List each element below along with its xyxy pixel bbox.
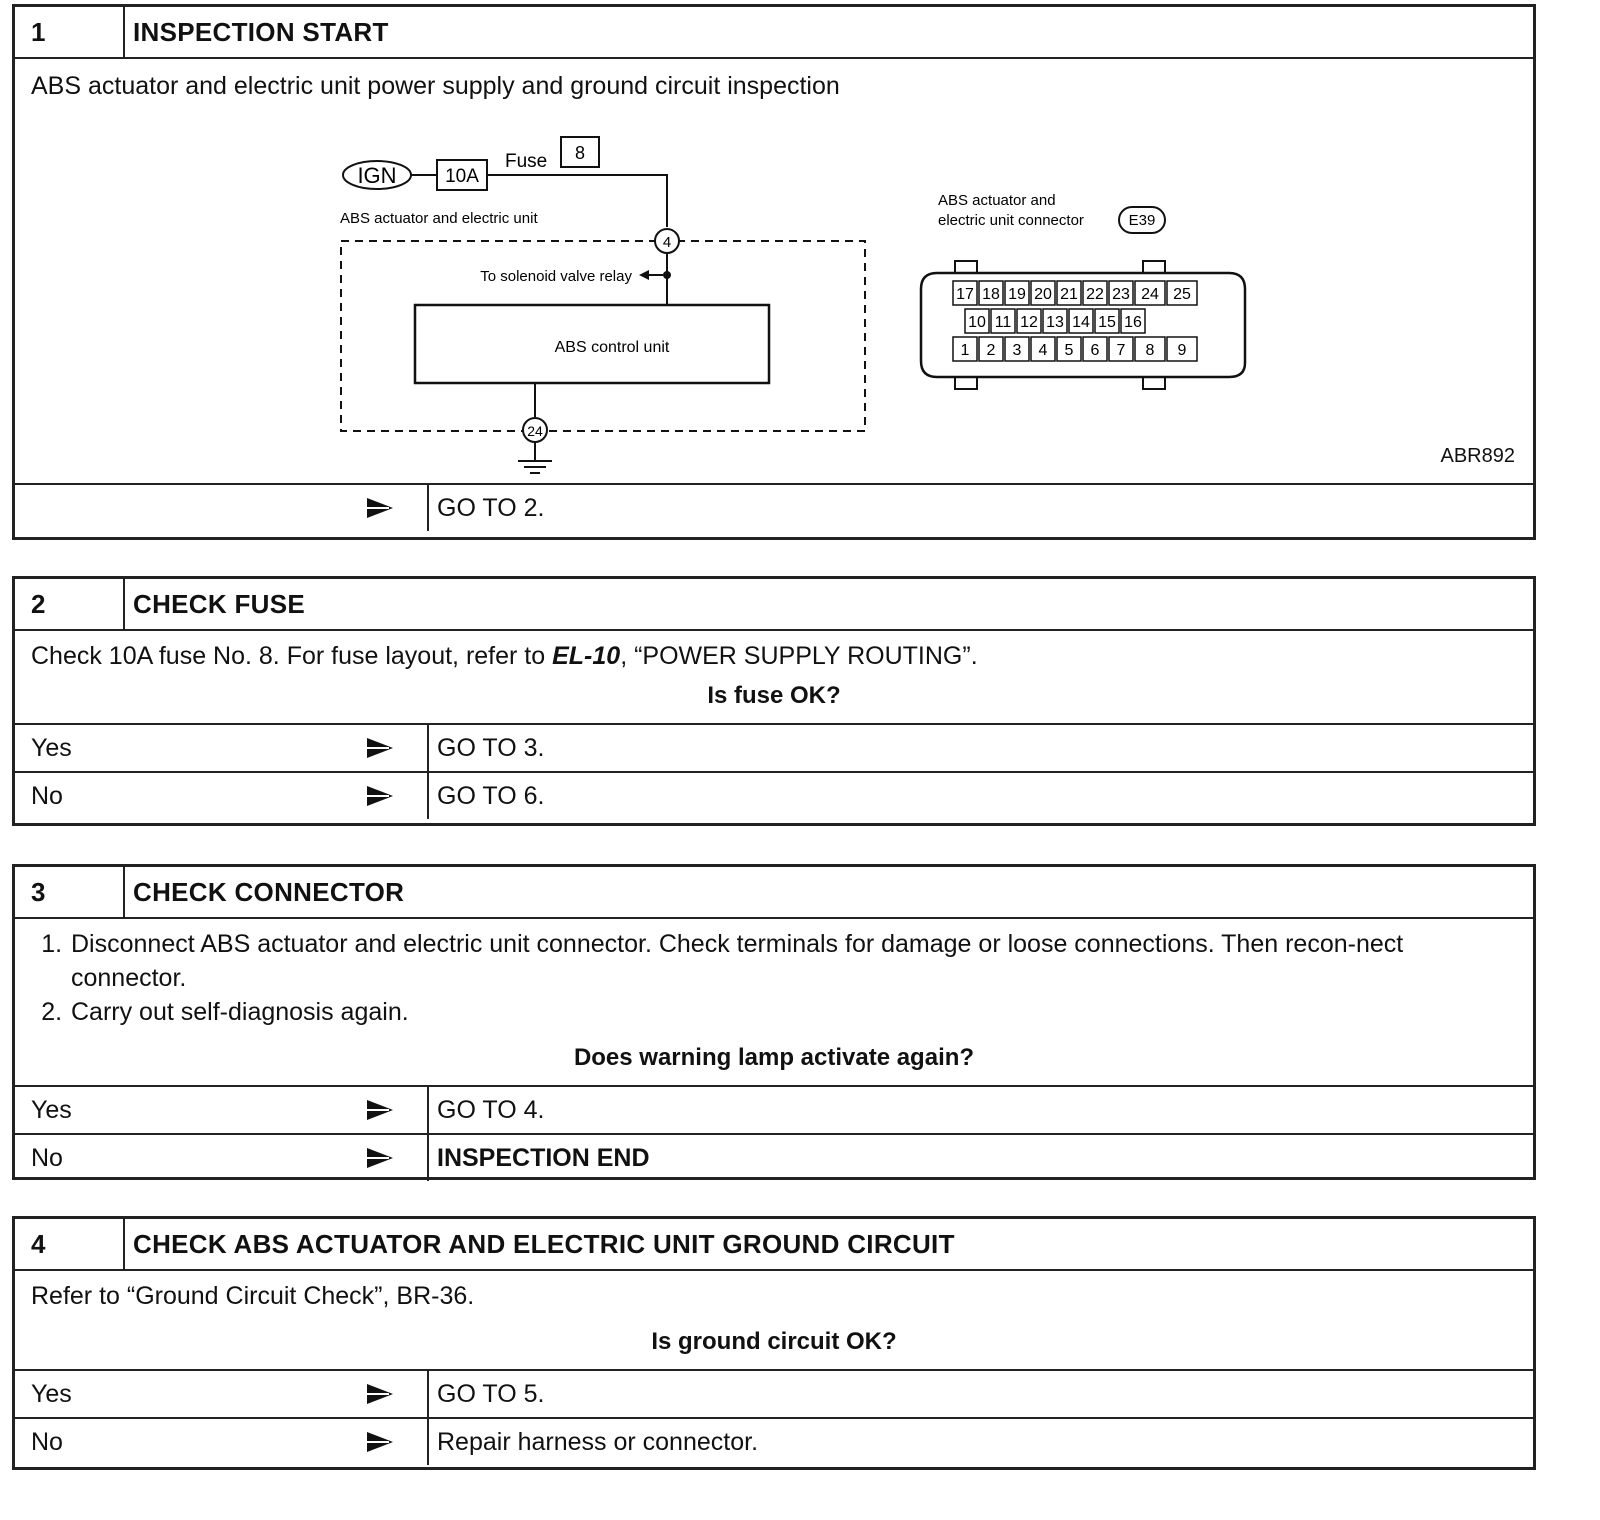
answer-cell: [15, 725, 429, 771]
step-question: Is ground circuit OK?: [651, 1328, 897, 1355]
connector-label-line2: electric unit connector: [938, 212, 1084, 229]
answer-cell: [15, 1371, 429, 1417]
step-text-suffix: , “POWER SUPPLY ROUTING”.: [620, 642, 978, 670]
step-4: [12, 1216, 1536, 1470]
step-number: 3: [15, 867, 125, 917]
connector-pin-label: 14: [1072, 314, 1090, 331]
connector-pin-label: 12: [1020, 314, 1038, 331]
step-number: 2: [15, 579, 125, 629]
arrow-icon: [365, 1146, 395, 1170]
connector-pin-label: 21: [1060, 286, 1078, 303]
terminal-4-label: 4: [662, 234, 672, 251]
step-2: [12, 576, 1536, 826]
connector-pin-label: 7: [1116, 342, 1126, 359]
arrow-icon: [365, 496, 395, 520]
connector-pin-label: 15: [1098, 314, 1116, 331]
step-text: ABS actuator and electric unit power supply and ground circuit inspection: [31, 72, 840, 100]
result-text: Repair harness or connector.: [437, 1428, 759, 1456]
connector-pin-label: 17: [956, 286, 974, 303]
step-text: Refer to “Ground Circuit Check”, BR-36.: [31, 1282, 475, 1310]
connector-tab-bottom-left: [955, 377, 977, 389]
reference-link[interactable]: EL-10: [552, 642, 621, 670]
connector-pin-label: 4: [1038, 342, 1048, 359]
step-text: [31, 639, 1517, 673]
result-row: [15, 723, 1533, 771]
result-text: GO TO 6.: [437, 782, 545, 810]
result-text: GO TO 5.: [437, 1380, 545, 1408]
connector-pin-label: 1: [960, 342, 970, 359]
result-row: [15, 771, 1533, 819]
answer-cell: [15, 1135, 429, 1181]
answer-cell: [15, 773, 429, 819]
step-header: [15, 7, 1533, 59]
step-body: [15, 919, 1533, 1085]
answer-cell: [15, 485, 429, 531]
connector-pin-label: 10: [968, 314, 986, 331]
relay-arrow: [639, 270, 649, 280]
result-row: [15, 483, 1533, 531]
result-row: [15, 1369, 1533, 1417]
relay-label: To solenoid valve relay: [480, 268, 632, 285]
step-question: Does warning lamp activate again?: [573, 1044, 975, 1071]
arrow-icon: [365, 1430, 395, 1454]
connector-pin-label: 8: [1145, 342, 1155, 359]
connector-pin-label: 9: [1177, 342, 1187, 359]
answer-label: Yes: [31, 734, 72, 762]
answer-label: No: [31, 782, 63, 810]
circuit-diagram: [15, 59, 1533, 489]
result-row: [15, 1085, 1533, 1133]
step-title: INSPECTION START: [133, 17, 389, 47]
instruction-item: 1. Disconnect ABS actuator and electric unit connector. Check terminals for damage or loose connections. Then recon-nect connector.: [69, 927, 1517, 995]
result-text: GO TO 3.: [437, 734, 545, 762]
connector-pin-label: 18: [982, 286, 1000, 303]
ign-label: IGN: [357, 163, 397, 188]
connector-pin-label: 5: [1064, 342, 1074, 359]
terminal-24-label: 24: [527, 423, 543, 439]
connector-pin-label: 22: [1086, 286, 1104, 303]
step-body: [15, 1271, 1533, 1369]
step-title: CHECK CONNECTOR: [133, 877, 405, 907]
instruction-list: [31, 927, 1517, 1029]
connector-id-label: E39: [1128, 212, 1156, 229]
step-body: [15, 631, 1533, 723]
connector-pin-label: 6: [1090, 342, 1100, 359]
result-text: INSPECTION END: [437, 1144, 650, 1172]
step-text-prefix: Check 10A fuse No. 8. For fuse layout, refer to: [31, 642, 553, 670]
connector-tab-top-left: [955, 261, 977, 273]
connector-pin-label: 11: [994, 314, 1012, 331]
answer-label: No: [31, 1144, 63, 1172]
result-text: GO TO 4.: [437, 1096, 545, 1124]
connector-pin-label: 20: [1034, 286, 1052, 303]
connector-pin-label: 3: [1012, 342, 1022, 359]
connector-pin-label: 2: [986, 342, 996, 359]
connector-pin-label: 13: [1046, 314, 1064, 331]
result-text: GO TO 2.: [437, 494, 545, 522]
connector-pin-label: 19: [1008, 286, 1026, 303]
fuse-number-label: 8: [574, 143, 586, 163]
arrow-icon: [365, 1382, 395, 1406]
control-unit-label: ABS control unit: [554, 339, 670, 356]
step-1: [12, 4, 1536, 540]
answer-label: Yes: [31, 1096, 72, 1124]
connector-pin-label: 25: [1173, 286, 1191, 303]
step-body: [15, 59, 1533, 483]
step-3: [12, 864, 1536, 1180]
result-row: [15, 1133, 1533, 1181]
arrow-icon: [365, 784, 395, 808]
unit-label: ABS actuator and electric unit: [340, 210, 538, 227]
junction-dot: [663, 271, 671, 279]
step-header: [15, 867, 1533, 919]
connector-tab-bottom-right: [1143, 377, 1165, 389]
answer-label: No: [31, 1428, 63, 1456]
arrow-icon: [365, 1098, 395, 1122]
step-header: [15, 1219, 1533, 1271]
fuse-amp-label: 10A: [445, 166, 479, 187]
connector-pin-label: 24: [1141, 286, 1159, 303]
answer-label: Yes: [31, 1380, 72, 1408]
connector-tab-top-right: [1143, 261, 1165, 273]
step-number: 4: [15, 1219, 125, 1269]
connector-label-line1: ABS actuator and: [938, 192, 1056, 209]
connector-pin-label: 16: [1124, 314, 1142, 331]
fuse-label: Fuse: [505, 151, 548, 172]
step-title: CHECK ABS ACTUATOR AND ELECTRIC UNIT GROUND CIRCUIT: [133, 1229, 955, 1259]
connector-pin-label: 23: [1112, 286, 1130, 303]
figure-code: ABR892: [1440, 445, 1515, 467]
instruction-item: 2. Carry out self-diagnosis again.: [69, 995, 1517, 1029]
step-header: [15, 579, 1533, 631]
step-number: 1: [15, 7, 125, 57]
step-title: CHECK FUSE: [133, 589, 306, 619]
arrow-icon: [365, 736, 395, 760]
result-row: [15, 1417, 1533, 1465]
answer-cell: [15, 1087, 429, 1133]
step-question: Is fuse OK?: [707, 682, 841, 709]
answer-cell: [15, 1419, 429, 1465]
